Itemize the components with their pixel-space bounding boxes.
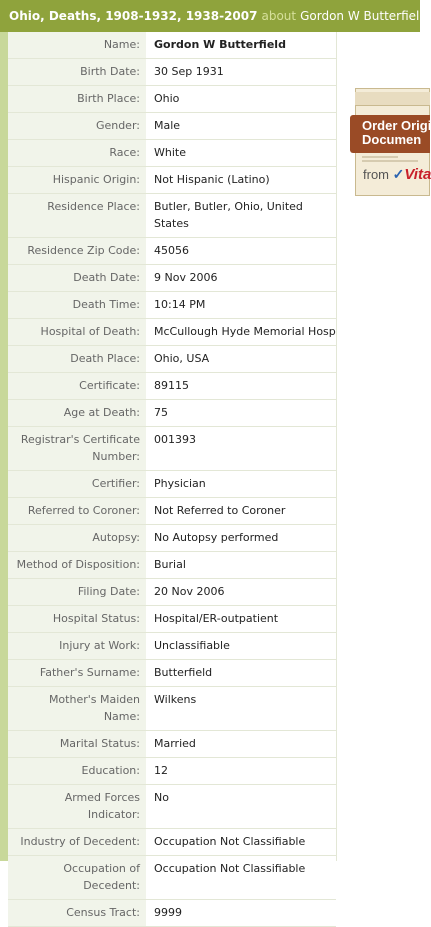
ad-banner[interactable] — [350, 115, 430, 153]
record-detail-table — [8, 32, 336, 927]
record-row — [8, 525, 336, 552]
field-value: 9 Nov 2006 — [146, 265, 336, 291]
field-value: Not Hispanic (Latino) — [146, 167, 336, 193]
field-value: Ohio, USA — [146, 346, 336, 372]
record-row — [8, 606, 336, 633]
field-label: Injury at Work: — [8, 633, 146, 659]
record-row — [8, 265, 336, 292]
record-row — [8, 427, 336, 471]
field-label: Death Place: — [8, 346, 146, 372]
field-value: Hospital/ER-outpatient — [146, 606, 336, 632]
field-label: Method of Disposition: — [8, 552, 146, 578]
record-row — [8, 32, 336, 59]
document-header-strip — [355, 92, 430, 106]
field-value: No Autopsy performed — [146, 525, 336, 551]
record-row — [8, 900, 336, 927]
record-row — [8, 758, 336, 785]
field-value: 9999 — [146, 900, 336, 926]
field-label: Referred to Coroner: — [8, 498, 146, 524]
record-row — [8, 731, 336, 758]
field-value: 75 — [146, 400, 336, 426]
record-row — [8, 194, 336, 238]
field-label: Race: — [8, 140, 146, 166]
field-value: Ohio — [146, 86, 336, 112]
field-label: Census Tract: — [8, 900, 146, 926]
record-row — [8, 660, 336, 687]
field-label: Autopsy: — [8, 525, 146, 551]
field-label: Registrar's Certificate Number: — [8, 427, 146, 470]
field-label: Gender: — [8, 113, 146, 139]
record-row — [8, 373, 336, 400]
field-label: Education: — [8, 758, 146, 784]
field-label: Hospital Status: — [8, 606, 146, 632]
field-value: Married — [146, 731, 336, 757]
record-row — [8, 856, 336, 900]
about-text: about — [261, 9, 297, 23]
record-row — [8, 167, 336, 194]
field-label: Certificate: — [8, 373, 146, 399]
field-value: 30 Sep 1931 — [146, 59, 336, 85]
record-row — [8, 319, 336, 346]
left-rail — [0, 32, 8, 861]
field-value: Burial — [146, 552, 336, 578]
field-label: Filing Date: — [8, 579, 146, 605]
record-row — [8, 633, 336, 660]
field-value: Not Referred to Coroner — [146, 498, 336, 524]
field-value: 12 — [146, 758, 336, 784]
field-value: 10:14 PM — [146, 292, 336, 318]
ad-banner-line1: Order Origi — [362, 118, 431, 133]
field-label: Birth Place: — [8, 86, 146, 112]
field-value: Butterfield — [146, 660, 336, 686]
field-value: 45056 — [146, 238, 336, 264]
record-row — [8, 400, 336, 427]
logo-from-text: from — [363, 167, 389, 182]
field-value: 89115 — [146, 373, 336, 399]
field-label: Age at Death: — [8, 400, 146, 426]
field-value: No — [146, 785, 336, 828]
field-label: Armed Forces Indicator: — [8, 785, 146, 828]
record-row — [8, 471, 336, 498]
field-value: Wilkens — [146, 687, 336, 730]
vitalchek-logo — [363, 166, 430, 186]
field-label: Death Time: — [8, 292, 146, 318]
field-label: Father's Surname: — [8, 660, 146, 686]
field-label: Hospital of Death: — [8, 319, 146, 345]
record-row — [8, 140, 336, 167]
field-value: 20 Nov 2006 — [146, 579, 336, 605]
record-row — [8, 346, 336, 373]
field-value: Butler, Butler, Ohio, United States — [146, 194, 336, 237]
field-label: Residence Zip Code: — [8, 238, 146, 264]
field-value: Male — [146, 113, 336, 139]
field-label: Birth Date: — [8, 59, 146, 85]
field-value: Physician — [146, 471, 336, 497]
record-row — [8, 579, 336, 606]
field-value: Gordon W Butterfield — [146, 32, 336, 58]
table-divider — [336, 32, 337, 861]
record-title-bar — [0, 0, 427, 32]
record-row — [8, 292, 336, 319]
field-value: White — [146, 140, 336, 166]
order-documents-ad[interactable] — [350, 88, 430, 196]
record-row — [8, 498, 336, 525]
person-name-link[interactable]: Gordon W Butterfield — [300, 9, 427, 23]
field-label: Death Date: — [8, 265, 146, 291]
field-value: Occupation Not Classifiable — [146, 829, 336, 855]
field-value: McCullough Hyde Memorial Hosp — [146, 319, 336, 345]
checkmark-icon: ✓ — [392, 166, 405, 182]
field-value: 001393 — [146, 427, 336, 470]
record-row — [8, 687, 336, 731]
record-row — [8, 238, 336, 265]
field-label: Marital Status: — [8, 731, 146, 757]
record-row — [8, 552, 336, 579]
field-value: Occupation Not Classifiable — [146, 856, 336, 899]
field-label: Residence Place: — [8, 194, 146, 237]
record-row — [8, 113, 336, 140]
field-label: Name: — [8, 32, 146, 58]
record-row — [8, 86, 336, 113]
logo-brand-text: Vita — [404, 166, 431, 183]
collection-title[interactable]: Ohio, Deaths, 1908-1932, 1938-2007 — [9, 9, 258, 23]
field-value: Unclassifiable — [146, 633, 336, 659]
field-label: Hispanic Origin: — [8, 167, 146, 193]
form-lines-icon — [358, 154, 430, 164]
ad-banner-line2: Documen — [362, 132, 422, 147]
field-label: Mother's Maiden Name: — [8, 687, 146, 730]
field-label: Industry of Decedent: — [8, 829, 146, 855]
record-row — [8, 829, 336, 856]
record-row — [8, 59, 336, 86]
field-label: Occupation of Decedent: — [8, 856, 146, 899]
record-row — [8, 785, 336, 829]
field-label: Certifier: — [8, 471, 146, 497]
